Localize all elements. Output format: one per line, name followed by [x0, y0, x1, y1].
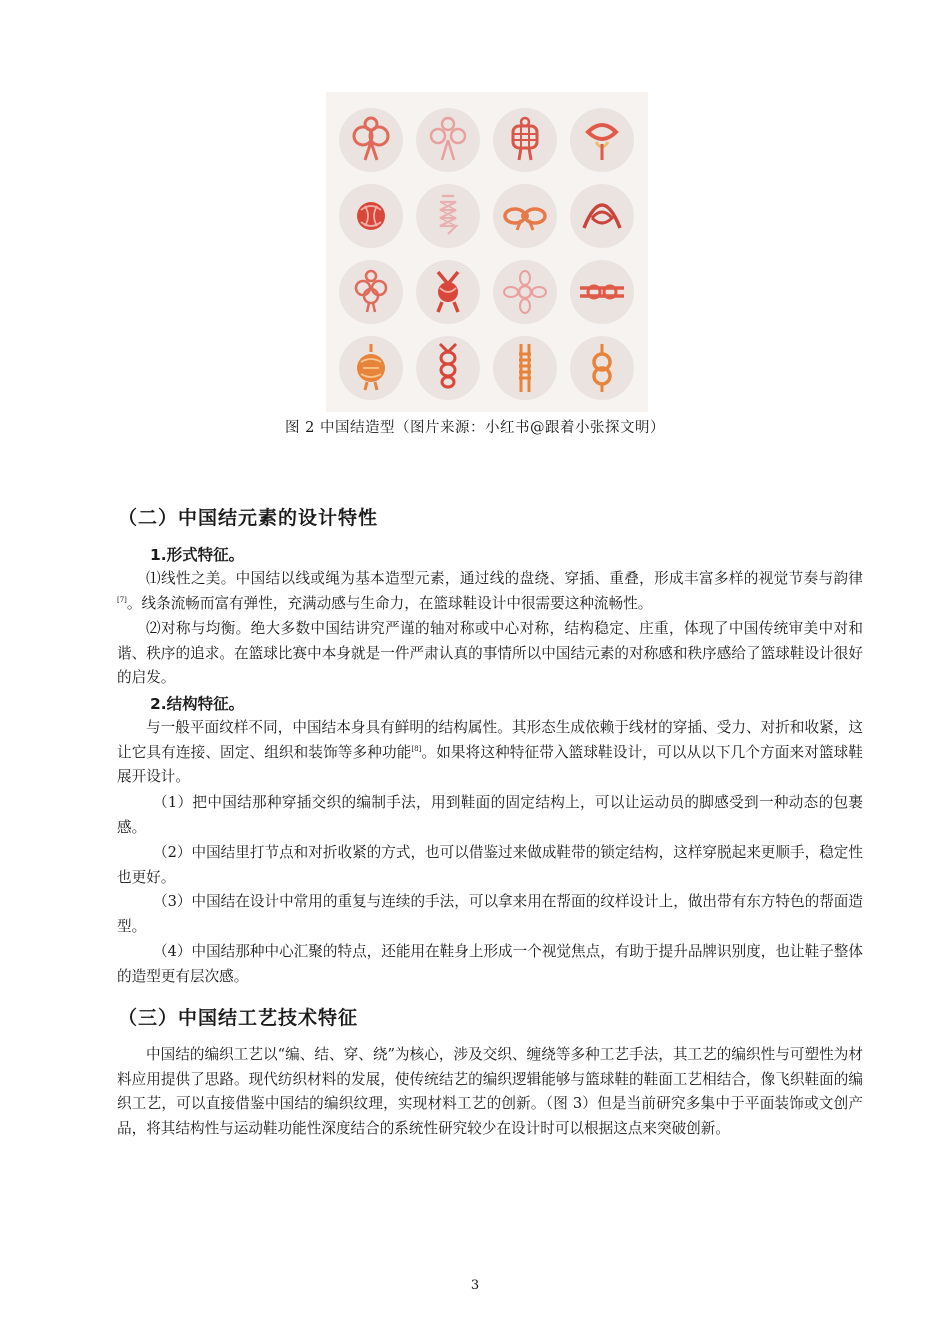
paragraph-linear-beauty: ⑴线性之美。中国结以线或绳为基本造型元素，通过线的盘绕、穿插、重叠，形成丰富多样的视觉节奏与韵律[7]。线条流畅而富有弹性，充满动感与生命力，在篮球鞋设计中很需要这种流畅性。	[117, 570, 863, 612]
knot-cell	[563, 254, 640, 330]
pan-knot-icon	[493, 108, 557, 172]
flat-knot-icon	[570, 260, 634, 324]
knot-cell	[409, 254, 486, 330]
list-item-1: （1）把中国结那种穿插交织的编制手法，用到鞋面的固定结构上，可以让运动员的脚感受到一种动态的包裹感。	[117, 794, 863, 836]
knot-cell	[486, 178, 563, 254]
ball-knot-icon	[339, 184, 403, 248]
paragraph-craft: 中国结的编织工艺以“编、结、穿、绕”为核心，涉及交织、缠绕等多种工艺手法，其工艺的编织性与可塑性为材料应用提供了思路。现代纺织材料的发展，使传统结艺的编织逻辑能够与篮球鞋的鞋面工艺相结合，像飞织鞋面的编织工艺，可以直接借鉴中国结的编织纹理，实现材料工艺的创新。（图 3）但是当前研究多集中于平面装饰或文创产品，将其结构性与运动鞋功能性深度结合的系统性研究较少在设计时可以根据这点来突破创新。	[117, 1046, 863, 1137]
subheading-form-features: 1.形式特征。	[150, 546, 245, 564]
knot-cell	[486, 254, 563, 330]
paragraph-structure: 与一般平面纹样不同，中国结本身具有鲜明的结构属性。其形态生成依赖于线材的穿插、受力、对折和收紧，这让它具有连接、固定、组织和装饰等多种功能[8]。如果将这种特征带入篮球鞋设计，可以从以下几个方面来对篮球鞋展开设计。	[117, 719, 863, 785]
list-item-2: （2）中国结里打节点和对折收紧的方式，也可以借鉴过来做成鞋带的锁定结构，这样穿脱起来更顺手，稳定性也更好。	[117, 844, 863, 886]
subheading-structure-features: 2.结构特征。	[150, 695, 245, 713]
knot-figure	[326, 92, 648, 412]
section-heading-craft-features: （三）中国结工艺技术特征	[118, 1007, 359, 1029]
cloud-knot-icon	[416, 108, 480, 172]
chain-knot-icon	[416, 336, 480, 400]
sinnet-knot-icon	[493, 336, 557, 400]
knot-cell	[486, 102, 563, 178]
double-coin-knot-icon	[339, 260, 403, 324]
knot-cell	[409, 330, 486, 406]
knot-cell	[409, 178, 486, 254]
knot-cell	[563, 102, 640, 178]
paragraph-symmetry: ⑵对称与均衡。绝大多数中国结讲究严谨的轴对称或中心对称，结构稳定、庄重，体现了中国传统审美中对和谐、秩序的追求。在篮球比赛中本身就是一件严肃认真的事情所以中国结元素的对称感和秩序感给了篮球鞋设计很好的启发。	[117, 620, 863, 686]
knot-cell	[409, 102, 486, 178]
flower-knot-icon	[493, 260, 557, 324]
knot-cell	[332, 254, 409, 330]
list-item-3: （3）中国结在设计中常用的重复与连续的手法，可以拿来用在帮面的纹样设计上，做出带有东方特色的帮面造型。	[117, 893, 863, 935]
knot-cell	[563, 330, 640, 406]
knot-cell	[332, 178, 409, 254]
figure-eight-knot-icon	[570, 336, 634, 400]
orange-ball-knot-icon	[339, 336, 403, 400]
braid-knot-icon	[416, 184, 480, 248]
knot-cell	[563, 178, 640, 254]
button-knot-icon	[416, 260, 480, 324]
butterfly-knot-icon	[339, 108, 403, 172]
page-number: 3	[470, 1278, 480, 1293]
knot-grid	[332, 102, 642, 402]
knot-cell	[332, 330, 409, 406]
knot-cell	[332, 102, 409, 178]
bow-knot-icon	[493, 184, 557, 248]
list-item-4: （4）中国结那种中心汇聚的特点，还能用在鞋身上形成一个视觉焦点，有助于提升品牌识别度，也让鞋子整体的造型更有层次感。	[117, 943, 863, 985]
section-heading-design-features: （二）中国结元素的设计特性	[118, 507, 379, 529]
loop-knot-icon	[570, 184, 634, 248]
twist-knot-icon	[570, 108, 634, 172]
figure-caption: 图 2 中国结造型（图片来源：小红书@跟着小张探文明）	[285, 420, 665, 436]
knot-cell	[486, 330, 563, 406]
